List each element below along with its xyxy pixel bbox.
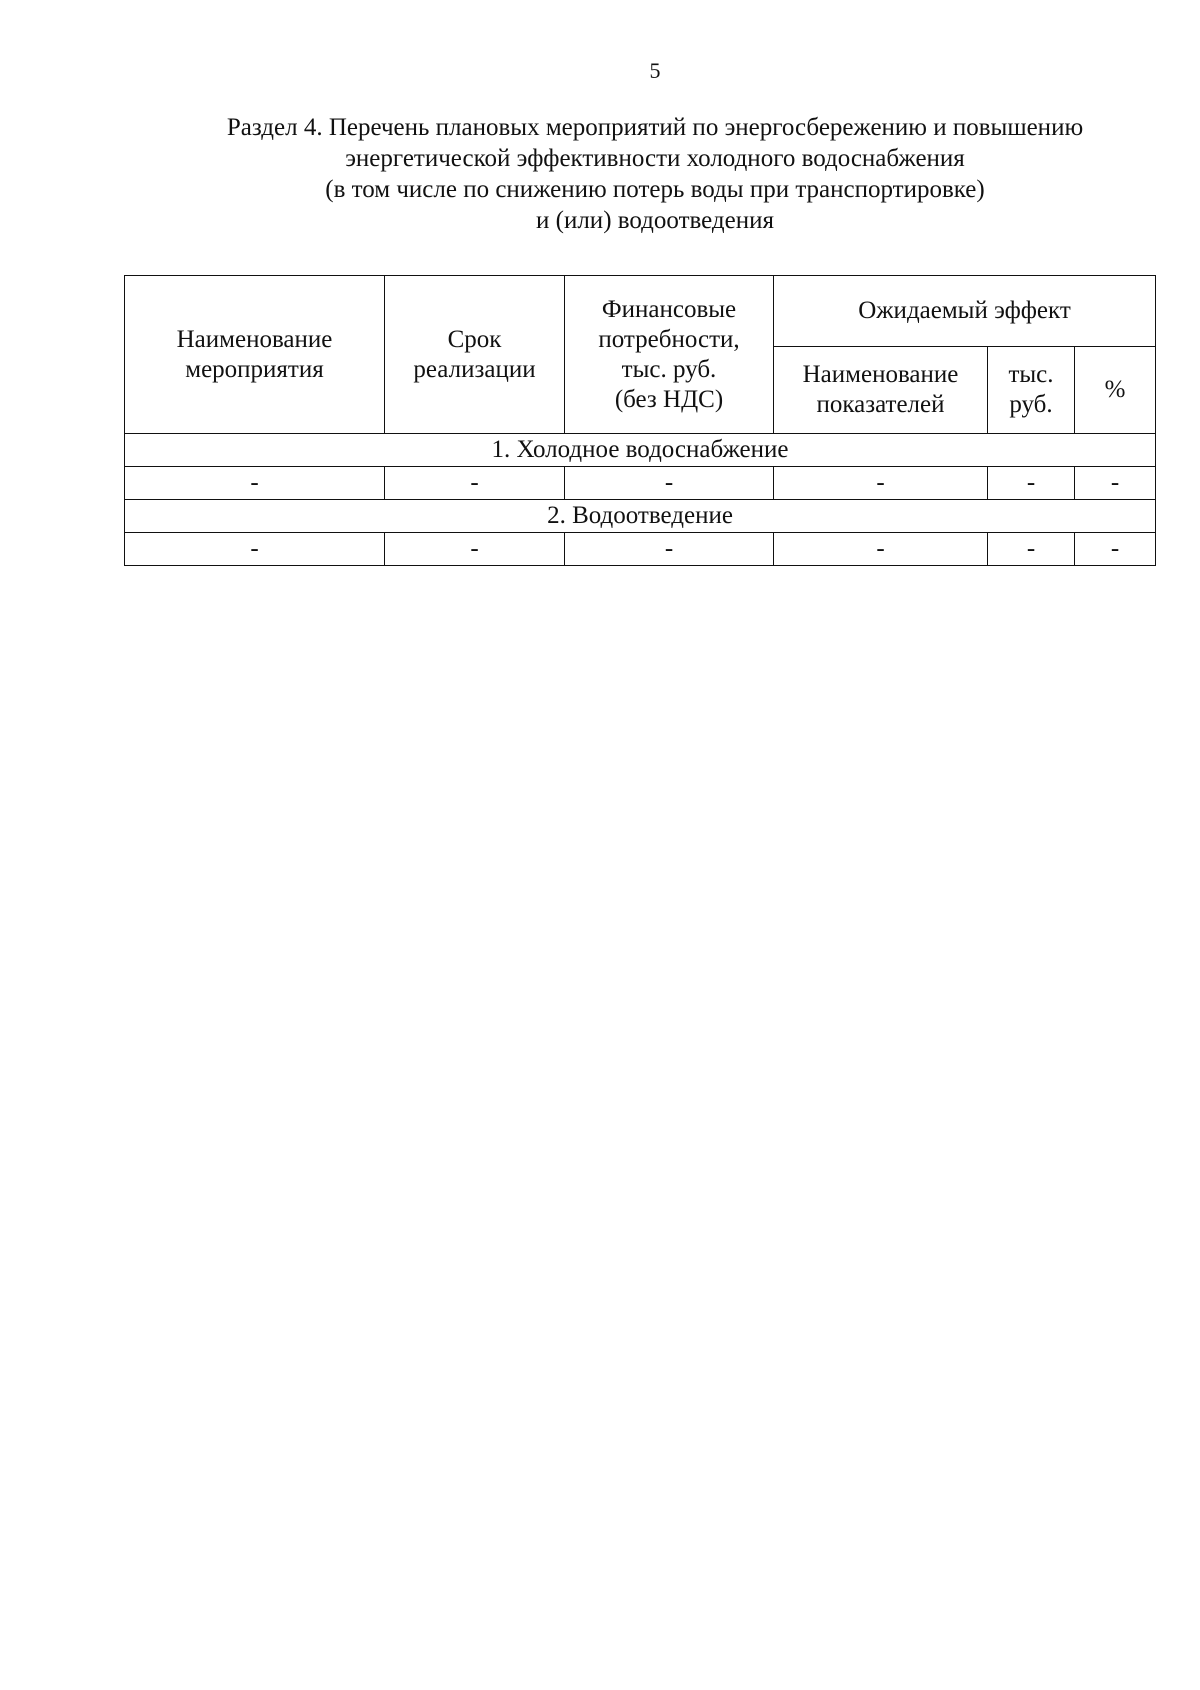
header-row-top <box>125 276 1156 347</box>
header-indicator-name: Наименование показателей <box>774 347 988 434</box>
section-title-cold-water: 1. Холодное водоснабжение <box>125 434 1156 467</box>
cell-indicator: - <box>774 467 988 500</box>
title-line-2: энергетической эффективности холодного водоснабжения <box>345 145 965 172</box>
cell-term: - <box>385 533 565 566</box>
header-finance: Финансовые потребности, тыс. руб. (без НДС) <box>565 276 774 434</box>
table-row <box>125 533 1156 566</box>
title-line-3: (в том числе по снижению потерь воды при транспортировке) <box>325 176 985 203</box>
cell-percent: - <box>1075 533 1156 566</box>
cell-finance: - <box>565 467 774 500</box>
page-number: 5 <box>649 58 661 83</box>
section-row-cold-water <box>125 434 1156 467</box>
cell-indicator: - <box>774 533 988 566</box>
cell-measure: - <box>125 467 385 500</box>
section-title <box>120 112 1190 236</box>
measures-table <box>124 275 1156 566</box>
header-expected-effect: Ожидаемый эффект <box>774 276 1156 347</box>
header-term: Срок реализации <box>385 276 565 434</box>
header-thousand-rub: тыс. руб. <box>988 347 1075 434</box>
title-line-1: Раздел 4. Перечень плановых мероприятий по энергосбережению и повышению <box>226 114 1084 141</box>
cell-term: - <box>385 467 565 500</box>
cell-measure: - <box>125 533 385 566</box>
cell-finance: - <box>565 533 774 566</box>
title-line-4: и (или) водоотведения <box>536 207 774 234</box>
section-title-wastewater: 2. Водоотведение <box>125 500 1156 533</box>
cell-thousand-rub: - <box>988 467 1075 500</box>
table-row <box>125 467 1156 500</box>
cell-thousand-rub: - <box>988 533 1075 566</box>
header-percent: % <box>1075 347 1156 434</box>
header-measure-name: Наименование мероприятия <box>125 276 385 434</box>
cell-percent: - <box>1075 467 1156 500</box>
section-row-wastewater <box>125 500 1156 533</box>
